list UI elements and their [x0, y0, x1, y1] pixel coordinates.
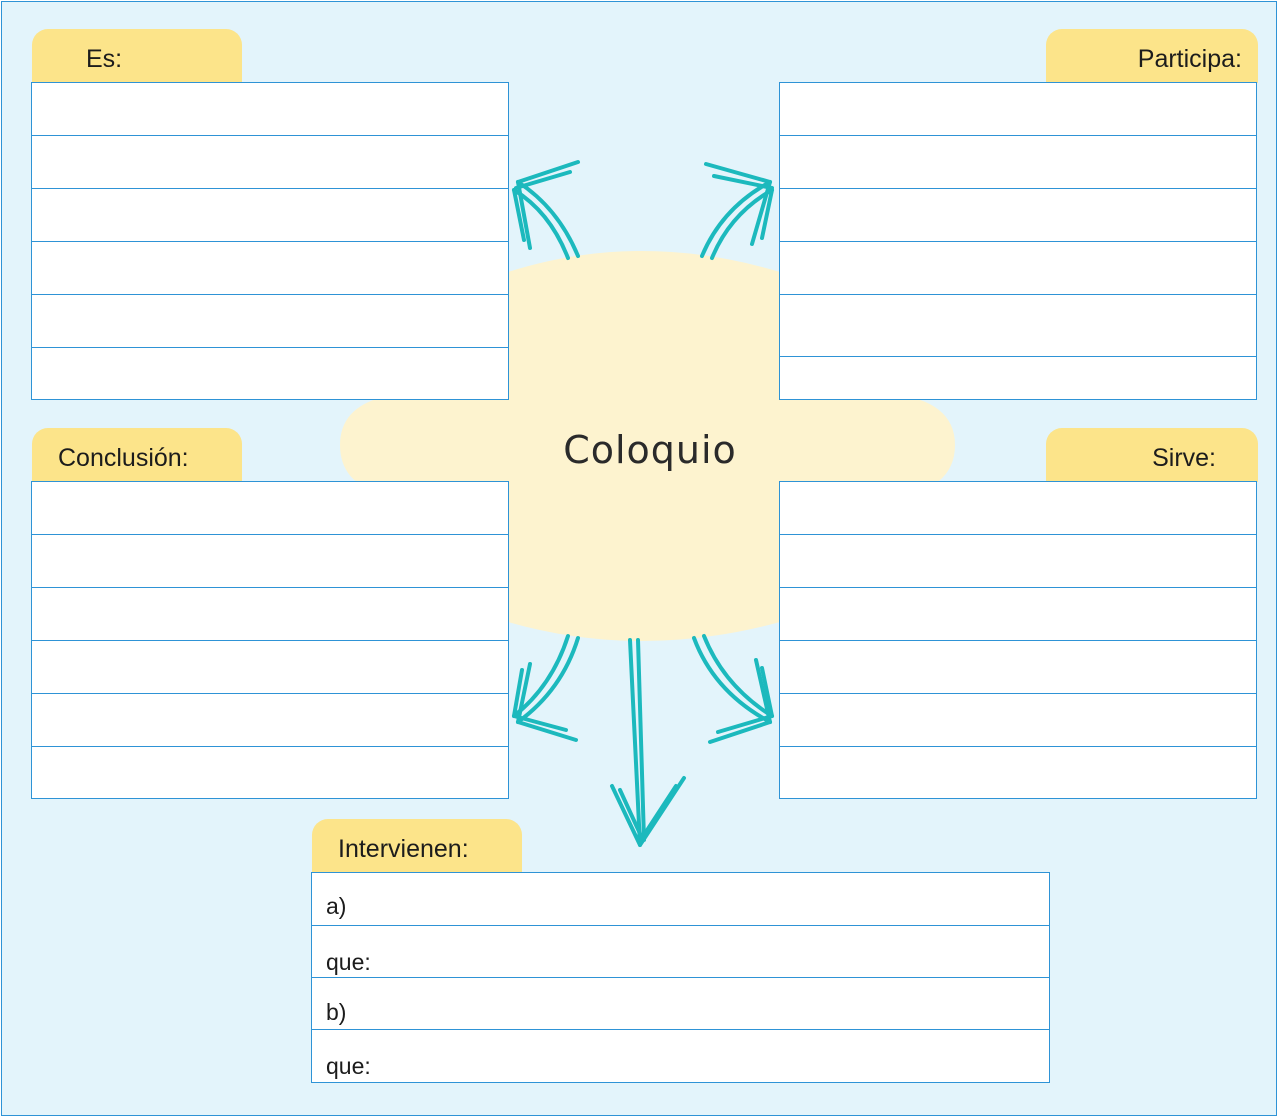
writing-line [32, 347, 508, 348]
row-b-label: b) [326, 999, 347, 1025]
participa-box[interactable] [779, 82, 1257, 400]
conclusion-box[interactable] [31, 481, 509, 799]
writing-line [32, 693, 508, 694]
writing-line [32, 294, 508, 295]
row-a-label: a) [326, 893, 347, 919]
es-box[interactable] [31, 82, 509, 400]
intervienen-box[interactable] [311, 872, 1050, 1083]
writing-line [780, 135, 1256, 136]
conclusion-tab [32, 428, 242, 482]
writing-line [32, 534, 508, 535]
writing-line [32, 188, 508, 189]
intervienen-label: Intervienen: [338, 835, 469, 863]
arrow-down-right [694, 636, 772, 742]
participa-label: Participa: [1137, 45, 1242, 73]
writing-line [32, 241, 508, 242]
arrow-down-left [514, 636, 578, 740]
writing-line [32, 640, 508, 641]
writing-line [780, 294, 1256, 295]
writing-line [312, 925, 1049, 926]
row-que-label: que: [326, 949, 371, 975]
arrow-up-left [514, 162, 578, 258]
center-title: Coloquio [563, 428, 737, 472]
arrow-up-right [702, 164, 772, 258]
writing-line [312, 977, 1049, 978]
writing-line [780, 188, 1256, 189]
arrow-down [612, 640, 684, 845]
sirve-box[interactable] [779, 481, 1257, 799]
es-tab [32, 29, 242, 83]
writing-line [780, 746, 1256, 747]
writing-line [780, 640, 1256, 641]
writing-line [780, 241, 1256, 242]
writing-line [32, 587, 508, 588]
intervienen-tab [312, 819, 522, 873]
writing-line [312, 1029, 1049, 1030]
writing-line [780, 356, 1256, 357]
writing-line [780, 693, 1256, 694]
writing-line [780, 534, 1256, 535]
row-que-label: que: [326, 1053, 371, 1079]
participa-tab [1046, 29, 1258, 83]
writing-line [32, 746, 508, 747]
es-label: Es: [86, 45, 123, 73]
sirve-label: Sirve: [1152, 444, 1216, 472]
conclusion-label: Conclusión: [58, 444, 189, 472]
sirve-tab [1046, 428, 1258, 482]
writing-line [32, 135, 508, 136]
writing-line [780, 587, 1256, 588]
